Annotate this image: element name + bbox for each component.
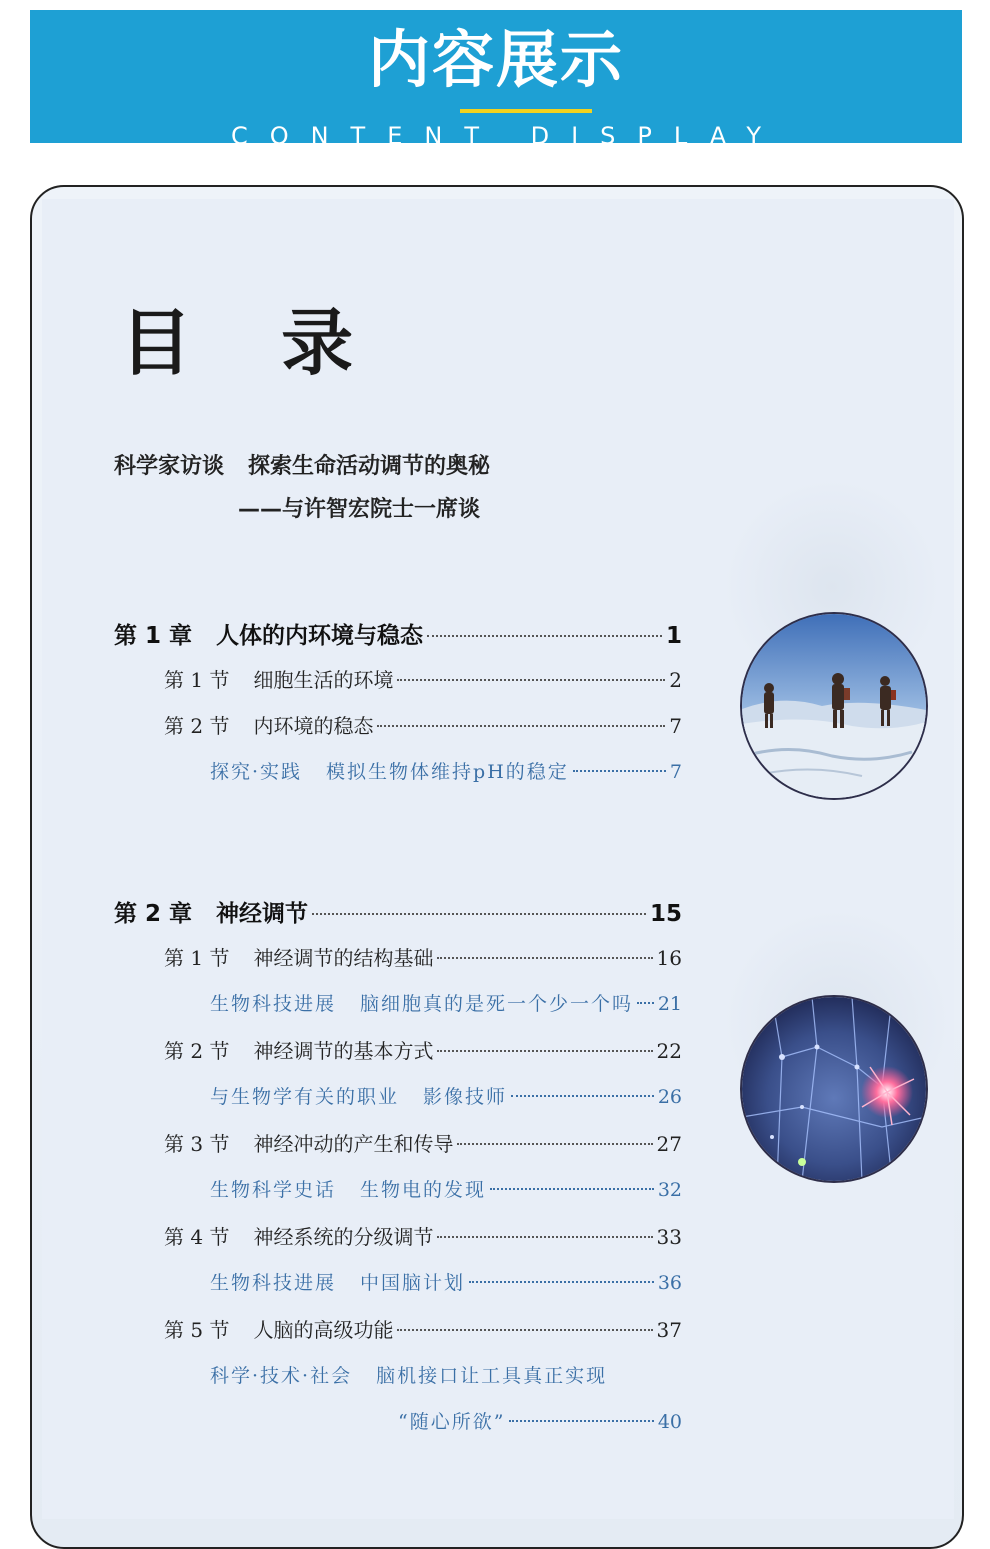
leader-dots — [437, 957, 652, 959]
page-number: 7 — [669, 761, 682, 783]
toc-section-2-2[interactable] — [164, 1035, 682, 1064]
leader-dots — [397, 1329, 652, 1331]
banner-underline — [460, 109, 592, 113]
toc-sub-2-2[interactable] — [210, 1082, 682, 1109]
sub-title-continued: “随心所欲” — [398, 1411, 506, 1433]
leader-dots — [377, 725, 665, 727]
toc-sub-2-3[interactable] — [210, 1175, 682, 1202]
chapter-title: 神经调节 — [216, 901, 309, 927]
toc-chapter-1[interactable] — [114, 617, 682, 650]
page-number: 27 — [656, 1132, 682, 1156]
section-label: 第 3 节 — [164, 1132, 230, 1156]
page-number: 7 — [669, 714, 682, 738]
section-title: 人脑的高级功能 — [253, 1318, 394, 1342]
leader-dots — [509, 1420, 653, 1422]
toc-section-2-3[interactable] — [164, 1128, 682, 1157]
sub-title: 脑细胞真的是死一个少一个吗 — [360, 993, 634, 1015]
section-label: 第 1 节 — [164, 668, 230, 692]
page-number: 36 — [657, 1272, 682, 1294]
leader-dots — [490, 1188, 654, 1190]
page-number: 21 — [657, 993, 682, 1015]
interview-line-1[interactable] — [114, 449, 490, 480]
section-title: 神经冲动的产生和传导 — [253, 1132, 454, 1156]
page-number: 37 — [656, 1318, 682, 1342]
section-title: 细胞生活的环境 — [253, 668, 394, 692]
section-title: 神经系统的分级调节 — [253, 1225, 434, 1249]
section-title: 神经调节的结构基础 — [253, 946, 434, 970]
toc-section-2-5[interactable] — [164, 1314, 682, 1343]
sub-tag: 探究·实践 — [210, 761, 303, 783]
toc-sub-2-4[interactable] — [210, 1268, 682, 1295]
page-number: 22 — [656, 1039, 682, 1063]
leader-dots — [397, 679, 665, 681]
sub-tag: 生物科学史话 — [210, 1179, 337, 1201]
section-title: 内环境的稳态 — [253, 714, 374, 738]
sub-title: 中国脑计划 — [360, 1272, 466, 1294]
neurons-photo — [740, 995, 928, 1183]
toc-section-1-2[interactable] — [164, 710, 682, 739]
toc-sub-2-5-continued[interactable] — [398, 1407, 682, 1434]
interview-title: 探索生命活动调节的奥秘 — [248, 454, 491, 479]
page-number: 2 — [669, 668, 682, 692]
leader-dots — [437, 1236, 652, 1238]
section-label: 第 2 节 — [164, 1039, 230, 1063]
header-banner — [30, 10, 962, 150]
chapter-label: 第 1 章 — [114, 623, 193, 649]
page-number: 26 — [657, 1086, 682, 1108]
page-number: 16 — [656, 946, 682, 970]
interview-line-2: ——与许智宏院士一席谈 — [238, 497, 481, 522]
toc-sub-2-1[interactable] — [210, 989, 682, 1016]
page-number: 32 — [657, 1179, 682, 1201]
toc-chapter-2[interactable] — [114, 895, 682, 928]
chapter-title: 人体的内环境与稳态 — [216, 623, 424, 649]
page-number: 15 — [649, 901, 682, 927]
section-title: 神经调节的基本方式 — [253, 1039, 434, 1063]
section-label: 第 5 节 — [164, 1318, 230, 1342]
explorers-photo — [740, 612, 928, 800]
sub-title: 模拟生物体维持pH的稳定 — [326, 761, 569, 783]
section-label: 第 2 节 — [164, 714, 230, 738]
leader-dots — [457, 1143, 652, 1145]
neuron-network-image — [742, 997, 926, 1181]
sub-tag: 生物科技进展 — [210, 1272, 337, 1294]
contents-page — [30, 185, 964, 1549]
page-number: 40 — [657, 1411, 682, 1433]
leader-dots — [637, 1002, 654, 1004]
sub-tag: 科学·技术·社会 — [210, 1365, 353, 1387]
sub-title: 影像技师 — [423, 1086, 508, 1108]
page-number: 33 — [656, 1225, 682, 1249]
toc-section-2-1[interactable] — [164, 942, 682, 971]
leader-dots — [312, 913, 646, 915]
sub-tag: 生物科技进展 — [210, 993, 337, 1015]
explorers-in-snow-image — [742, 614, 926, 798]
section-label: 第 4 节 — [164, 1225, 230, 1249]
sub-title: 脑机接口让工具真正实现 — [376, 1365, 608, 1387]
sub-tag: 与生物学有关的职业 — [210, 1086, 400, 1108]
toc-section-1-1[interactable] — [164, 664, 682, 693]
leader-dots — [511, 1095, 654, 1097]
interview-label: 科学家访谈 — [114, 454, 225, 479]
section-label: 第 1 节 — [164, 946, 230, 970]
toc-sub-2-5[interactable] — [210, 1361, 607, 1388]
sub-title: 生物电的发现 — [360, 1179, 487, 1201]
page-number: 1 — [665, 623, 682, 649]
toc-section-2-4[interactable] — [164, 1221, 682, 1250]
banner-title: 内容展示 — [367, 23, 624, 96]
leader-dots — [427, 635, 662, 637]
toc-title: 目 录 — [120, 300, 386, 385]
chapter-label: 第 2 章 — [114, 901, 193, 927]
leader-dots — [437, 1050, 652, 1052]
leader-dots — [469, 1281, 654, 1283]
toc-sub-1-1[interactable] — [210, 757, 682, 784]
leader-dots — [573, 770, 666, 772]
banner-subtitle: CONTENT DISPLAY — [230, 122, 784, 150]
